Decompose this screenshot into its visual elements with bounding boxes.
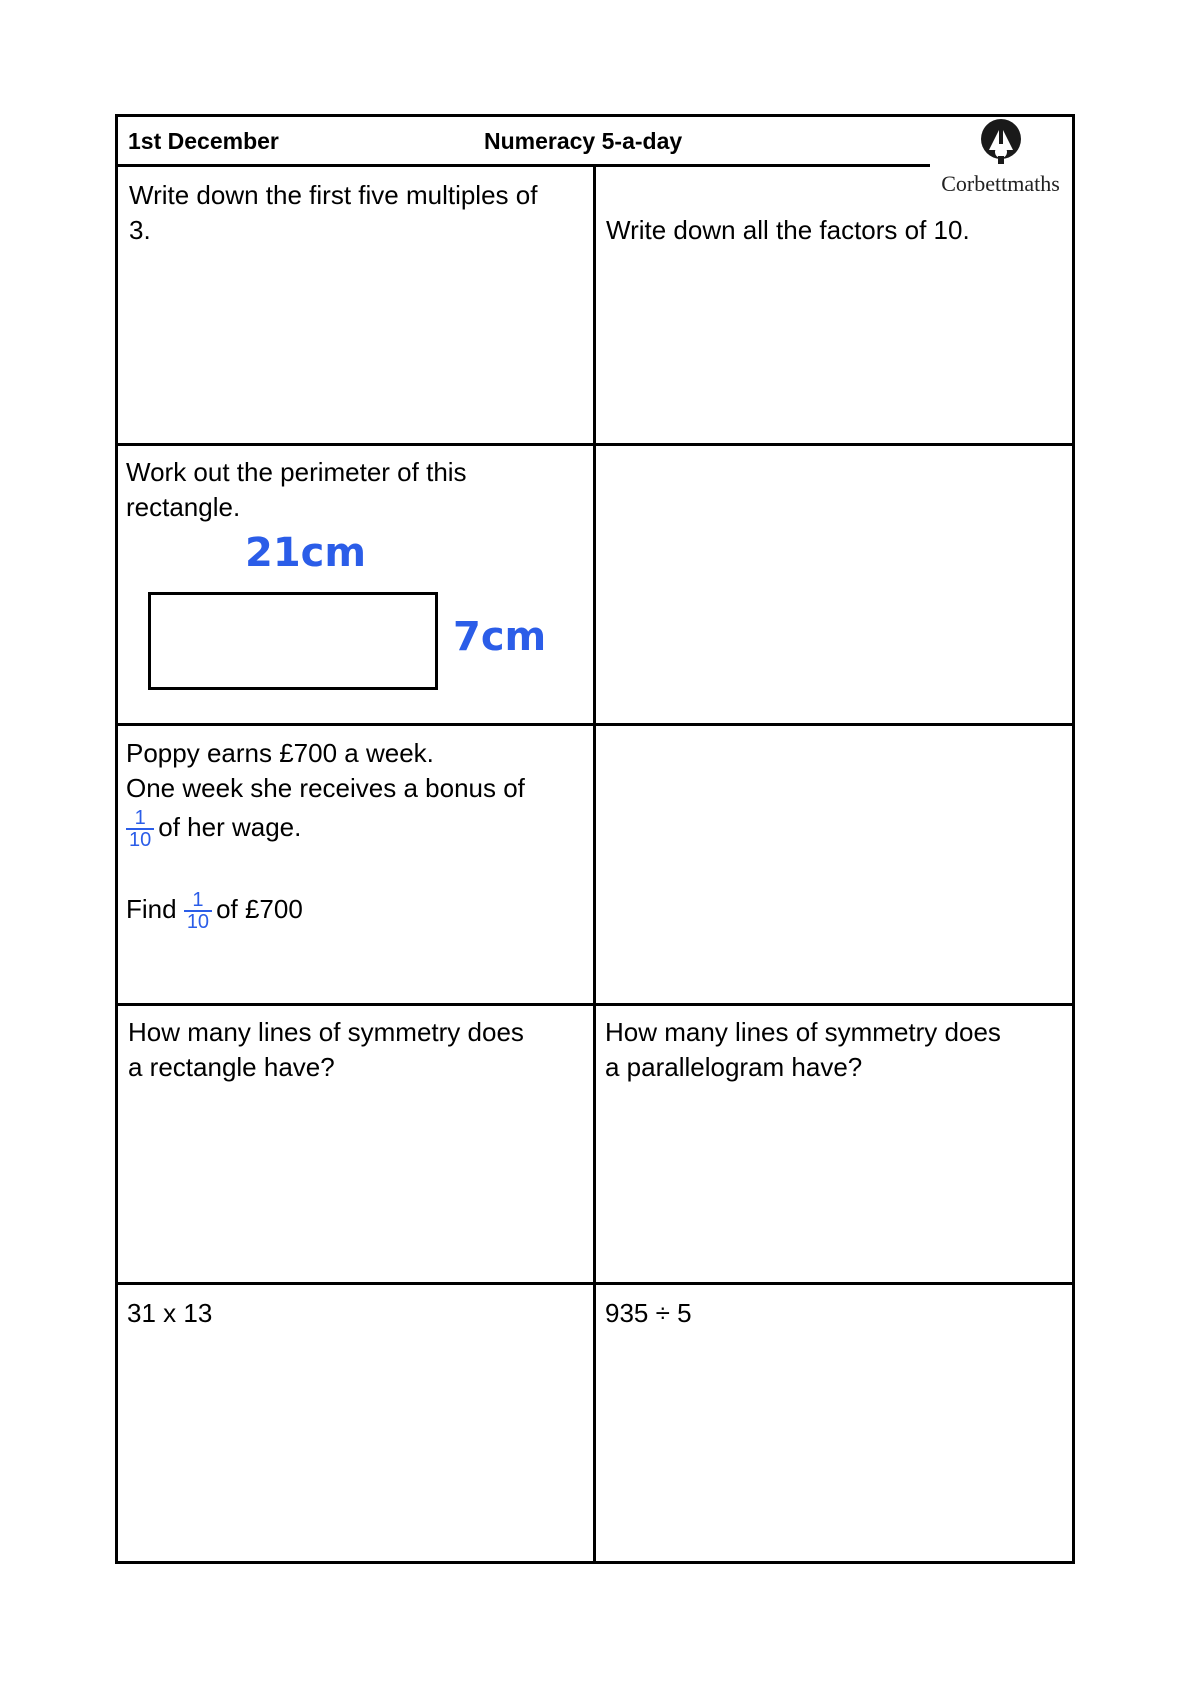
fraction-denominator: 10 <box>126 828 154 850</box>
question-5-line-2: One week she receives a bonus of <box>126 773 525 803</box>
question-2: Write down all the factors of 10. <box>606 215 970 245</box>
question-1-line-2: 3. <box>129 215 151 245</box>
worksheet-date: 1st December <box>128 128 279 154</box>
question-3-line-1: Work out the perimeter of this <box>126 457 467 487</box>
question-10: 935 ÷ 5 <box>605 1298 692 1328</box>
fraction-one-tenth <box>126 808 154 850</box>
worksheet-title: Numeracy 5-a-day <box>484 128 683 154</box>
column-divider <box>593 164 596 1564</box>
fraction-denominator: 10 <box>184 910 212 932</box>
question-7-line-1: How many lines of symmetry does <box>128 1017 524 1047</box>
question-1-line-1: Write down the first five multiples of <box>129 180 538 210</box>
question-7 <box>128 1015 588 1085</box>
question-5-line-1: Poppy earns £700 a week. <box>126 738 434 768</box>
question-5-find-line <box>126 890 586 932</box>
logo-wordmark: Corbettmaths <box>941 171 1060 196</box>
corbettmaths-logo <box>928 118 1073 210</box>
question-1 <box>129 178 584 248</box>
find-word: Find <box>126 893 177 924</box>
rectangle-diagram <box>148 592 438 690</box>
logo-mark-icon <box>973 118 1029 164</box>
fraction-numerator: 1 <box>134 807 146 829</box>
fraction-numerator: 1 <box>192 889 204 911</box>
rectangle-width-label: 21cm <box>245 530 367 576</box>
question-8 <box>605 1015 1070 1085</box>
question-3-line-2: rectangle. <box>126 492 241 522</box>
question-5-line-3-text: of her wage. <box>158 811 302 842</box>
question-5-line-3 <box>126 808 586 850</box>
header-divider <box>115 164 930 167</box>
fraction-one-tenth-find <box>184 890 212 932</box>
question-5 <box>126 736 586 932</box>
question-9: 31 x 13 <box>127 1298 213 1328</box>
question-8-line-1: How many lines of symmetry does <box>605 1017 1001 1047</box>
question-8-line-2: a parallelogram have? <box>605 1052 863 1082</box>
question-7-line-2: a rectangle have? <box>128 1052 335 1082</box>
find-rest-text: of £700 <box>216 893 303 924</box>
rectangle-height-label: 7cm <box>453 614 547 660</box>
question-3 <box>126 455 581 525</box>
